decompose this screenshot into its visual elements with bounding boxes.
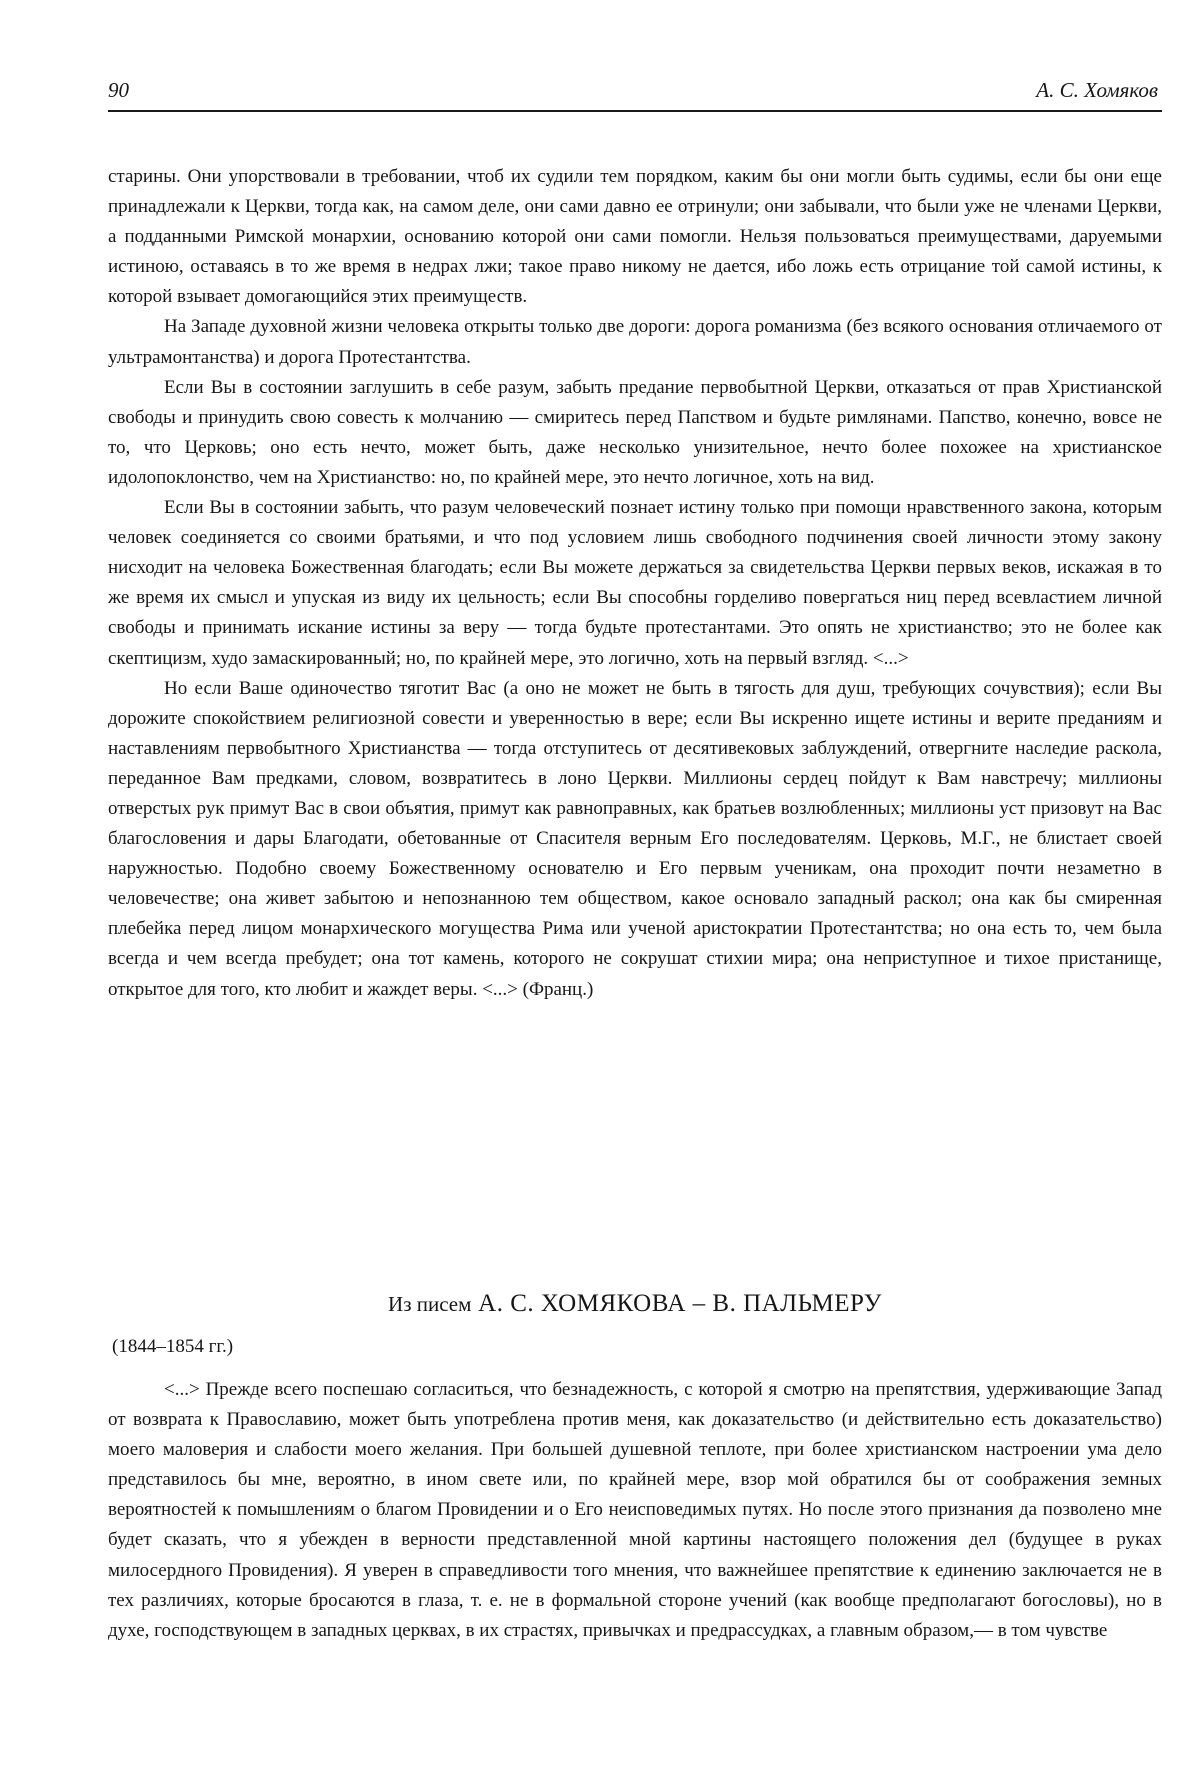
paragraph: старины. Они упорствовали в требовании, чтоб их судили тем порядком, каким бы они могли быть судимы, если бы они еще принадлежали к Церкви, тогда как, на самом деле, они сами давно ее отринули; они забывали, что были уже не членами Церкви, а подданными Римской монархии, основанию которой они сами помогли. Нельзя пользоваться преимуществами, даруемыми истиною, оставаясь в то же время в недрах лжи; такое право никому не дается, ибо ложь есть отрицание той самой истины, к которой взывает домогающийся этих преимуществ. (108, 166, 1162, 308)
paragraph: Если Вы в состоянии заглушить в себе разум, забыть предание первобытной Церкви, отказаться от прав Христианской свободы и принудить свою совесть к молчанию — смиритесь перед Папством и будьте римлянами. Папство, конечно, вовсе не то, что Церковь; оно есть нечто, может быть, даже несколько унизительное, нечто более похожее на христианское идолопоклонство, чем на Христианство: но, по крайней мере, это нечто логичное, хоть на вид. (108, 376, 1162, 488)
letter-text (108, 1375, 1162, 1646)
section-years: (1844–1854 гг.) (112, 1336, 234, 1357)
paragraph: На Западе духовной жизни человека открыты только две дороги: дорога романизма (без всякого основания отличаемого от ультрамонтанства) и дорога Протестантства. (108, 316, 1162, 368)
running-header (108, 74, 1162, 112)
paragraph: Если Вы в состоянии забыть, что разум человеческий познает истину только при помощи нравственного закона, которым человек соединяется со своими братьями, и что под условием лишь свободного подчинения своей личности этому закону нисходит на человека Божественная благодать; если Вы можете держаться за свидетельства Церкви первых веков, искажая в то же время их смысл и упуская из виду их цельность; если Вы способны горделиво повергаться ниц перед всевластием личной свободы и принимать искание истины за веру — тогда будьте протестантами. Это опять не христианство; это не более как скептицизм, худо замаскированный; но, по крайней мере, это логично, хоть на первый взгляд. <...> (108, 497, 1162, 669)
section-title-main: А. С. ХОМЯКОВА – В. ПАЛЬМЕРУ (478, 1290, 882, 1317)
paragraph: Но если Ваше одиночество тяготит Вас (а оно не может не быть в тягость для душ, требующих сочувствия); если Вы дорожите спокойствием религиозной совести и уверенностью в вере; если Вы искренно ищете истины и верите преданиям и наставлениям первобытного Христианства — тогда отступитесь от десятивековых заблуждений, отвергните наследие раскола, переданное Вам предками, словом, возвратитесь в лоно Церкви. Миллионы сердец пойдут к Вам навстречу; миллионы отверстых рук примут Вас в свои объятия, примут как равноправных, как братьев возлюбленных; миллионы уст призовут на Вас благословения и дары Благодати, обетованные от Спасителя верным Его последователям. Церковь, М.Г., не блистает своей наружностью. Подобно своему Божественному основателю и Его первым ученикам, она проходит почти незаметно в человечестве; она живет забытою и непознанною тем обществом, какое основало западный раскол; она как бы смиренная плебейка перед лицом монархического могущества Рима или ученой аристократии Протестантства; но она есть то, чем была всегда и чем всегда пребудет; она тот камень, которого не сокрушат стихии мира; она неприступное и тихое пристанище, открытое для того, кто любит и жаждет веры. <...> (Франц.) (108, 677, 1162, 1000)
paragraph: <...> Прежде всего поспешаю согласиться, что безнадежность, с которой я смотрю на препятствия, удерживающие Запад от возврата к Православию, может быть употреблена против меня, как доказательство (и действительно есть доказательство) моего маловерия и слабости моего желания. При большей душевной теплоте, при более христианском настроении ума дело представилось бы мне, вероятно, в ином свете или, по крайней мере, взор мой обратился бы от соображения земных вероятностей к помышлениям о благом Провидении и о Его неисповедимых путях. Но после этого признания да позволено мне будет сказать, что я убежден в верности представленной мной картины настоящего положения дел (будущее в руках милосердного Провидения). Я уверен в справедливости того мнения, что важнейшее препятствие к единению заключается не в тех различиях, которые бросаются в глаза, т. е. не в формальной стороне учений (как вообще предполагают богословы), но в духе, господствующем в западных церквах, в их страстях, привычках и предрассудках, а главным образом,— в том чувстве (108, 1379, 1162, 1641)
section-title (108, 1290, 1162, 1318)
page-number: 90 (108, 78, 129, 102)
main-text (108, 162, 1162, 1005)
section-title-prefix: Из писем (388, 1292, 472, 1316)
running-title: А. С. Хомяков (1036, 78, 1158, 102)
